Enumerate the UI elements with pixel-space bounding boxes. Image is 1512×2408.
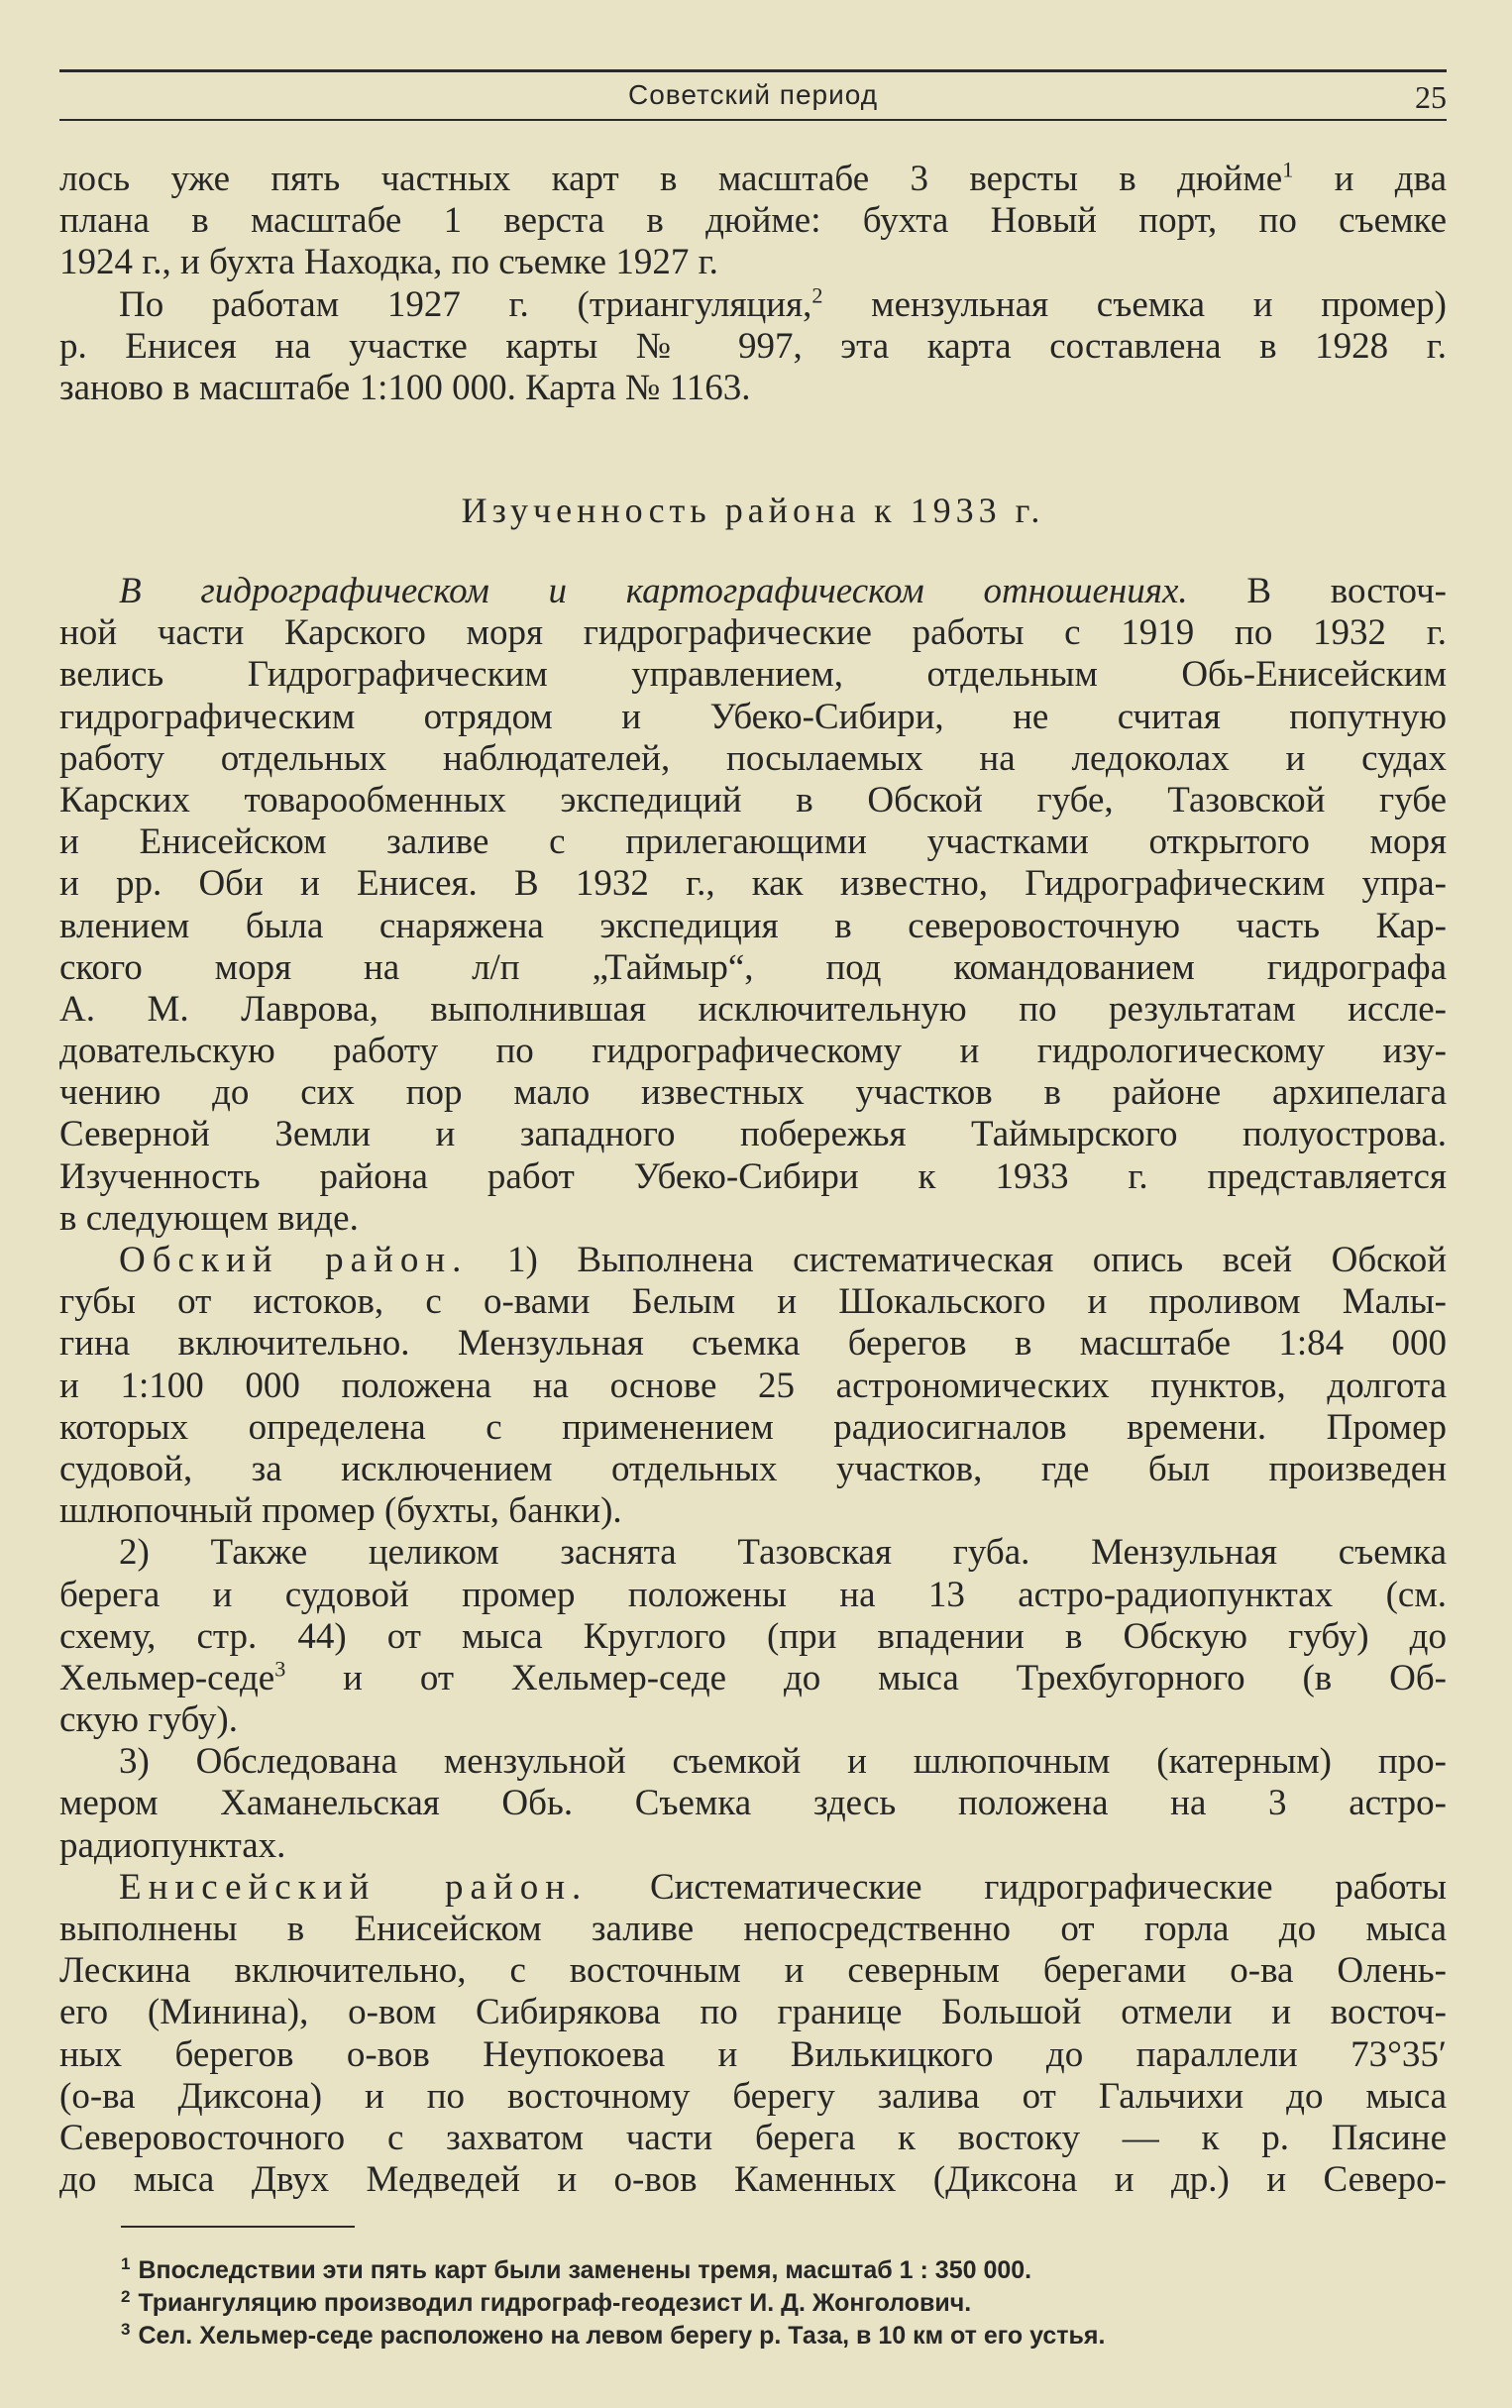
text-line: (о-ва Диксона) и по восточному берегу залива от Гальчихи до мыса — [59, 2075, 1447, 2117]
header-bottom-rule — [59, 119, 1447, 121]
text-line: судовой, за исключением отдельных участков, где был произведен — [59, 1448, 1447, 1489]
text-line: чению до сих пор мало известных участков в районе архипелага — [59, 1072, 1447, 1114]
text-line: Обский район. 1) Выполнена систематическая опись всей Обской — [119, 1240, 1448, 1280]
text-line: до мыса Двух Медведей и о-вов Каменных (Диксона и др.) и Северо- — [59, 2159, 1447, 2201]
paragraph-1 — [59, 159, 1447, 284]
footnote-text: Впоследствии эти пять карт были заменены тремя, масштаб 1 : 350 000. — [138, 2256, 1032, 2284]
text-line: его (Минина), о-вом Сибирякова по границе Большой отмели и восточ- — [59, 1992, 1447, 2033]
text-line: Северной Земли и западного побережья Таймырского полуострова. — [59, 1114, 1447, 1155]
spaced-lead: Енисейский район. — [119, 1866, 589, 1908]
text-line: р. Енисея на участке карты № 997, эта карта составлена в 1928 г. — [59, 325, 1447, 367]
text-line: и рр. Оби и Енисея. В 1932 г., как известно, Гидрографическим упра- — [59, 863, 1447, 905]
text-line: и Енисейском заливе с прилегающими участками открытого моря — [59, 821, 1447, 863]
footnote-text: Сел. Хельмер-седе расположено на левом берегу р. Таза, в 10 км от его устья. — [138, 2322, 1106, 2350]
text-line: По работам 1927 г. (триангуляция,$^2$ мензульная съемка и промер) — [119, 282, 1447, 325]
text-line: ной части Карского моря гидрографические работы с 1919 по 1932 г. — [59, 612, 1447, 654]
footnote-mark: 2 — [121, 2286, 131, 2306]
body-text — [59, 159, 1447, 409]
spaced-lead: Обский район. — [119, 1240, 469, 1280]
text-line: 3) Обследована мензульной съемкой и шлюпочным (катерным) про- — [119, 1741, 1447, 1783]
footnote-ref-1: 1 — [1282, 157, 1294, 182]
footnote-mark: 1 — [121, 2253, 131, 2273]
text-line: работу отдельных наблюдателей, посылаемых на ледоколах и судах — [59, 737, 1447, 779]
footnote-3 — [121, 2320, 1449, 2353]
text-line: заново в масштабе 1:100 000. Карта № 1163. — [59, 367, 751, 408]
text-line: гина включительно. Мензульная съемка берегов в масштабе 1:84 000 — [59, 1323, 1447, 1365]
paragraph-6 — [59, 1741, 1447, 1867]
text-line: выполнены в Енисейском заливе непосредственно от горла до мыса — [59, 1909, 1447, 1949]
footnotes — [121, 2254, 1449, 2353]
text-line: 1924 г., и бухта Находка, по съемке 1927 г. — [59, 242, 718, 283]
text-line: радиопунктах. — [59, 1824, 286, 1866]
text-line: велись Гидрографическим управлением, отдельным Обь-Енисейским — [59, 654, 1447, 696]
text-line: берега и судовой промер положены на 13 астро-радиопунктах (см. — [59, 1574, 1447, 1615]
text-line: Енисейский район. Систематические гидрографические работы — [119, 1866, 1448, 1908]
paragraph-3 — [59, 571, 1447, 1240]
section-heading: Изученность района к 1933 г. — [461, 491, 1045, 530]
footnote-rule — [121, 2226, 355, 2228]
text-line: Хельмер-седе$^3$ и от Хельмер-седе до мыса Трехбугорного (в Об- — [59, 1656, 1447, 1698]
header-top-rule — [59, 69, 1447, 72]
text-line: А. М. Лаврова, выполнившая исключительную по результатам иссле- — [59, 988, 1447, 1030]
text-line: и 1:100 000 положена на основе 25 астрономических пунктов, долгота — [59, 1365, 1447, 1406]
running-header-title: Советский период — [627, 79, 879, 110]
text-line: ных берегов о-вов Неупокоева и Вилькицкого до параллели 73°35′ — [59, 2033, 1447, 2075]
body-text-section — [59, 571, 1447, 2201]
text-line: мером Хаманельская Обь. Съемка здесь положена на 3 астро- — [59, 1783, 1447, 1824]
text-line: ского моря на л/п „Таймыр“, под командованием гидрографа — [59, 946, 1447, 988]
text-line: влением была снаряжена экспедиция в северовосточную часть Кар- — [59, 905, 1447, 946]
text-line: шлюпочный промер (бухты, банки). — [59, 1490, 622, 1532]
footnote-ref-3: 3 — [274, 1656, 286, 1682]
text-line: Карских товарообменных экспедиций в Обской губе, Тазовской губе — [59, 779, 1447, 821]
paragraph-5 — [59, 1532, 1447, 1741]
text-line: довательскую работу по гидрографическому и гидрологическому изу- — [59, 1031, 1447, 1072]
text-line: лось уже пять частных карт в масштабе 3 версты в дюйме$^1$ и два — [59, 157, 1447, 199]
text-line: которых определена с применением радиосигналов времени. Промер — [59, 1406, 1447, 1448]
text-line: Лескина включительно, с восточным и северным берегами о-ва Олень- — [59, 1950, 1447, 1992]
text-line: в следующем виде. — [59, 1197, 359, 1239]
footnote-1 — [121, 2254, 1449, 2287]
text-line: плана в масштабе 1 верста в дюйме: бухта Новый порт, по съемке — [59, 200, 1447, 242]
italic-lead: В гидрографическом и картографическом отношениях. — [119, 571, 1188, 611]
footnote-text: Триангуляцию производил гидрограф-геодезист И. Д. Жонголович. — [138, 2289, 972, 2317]
text-line: 2) Также целиком заснята Тазовская губа. Мензульная съемка — [119, 1532, 1447, 1574]
footnote-ref-2: 2 — [811, 282, 823, 308]
paragraph-7 — [59, 1867, 1447, 2202]
text-line: В гидрографическом и картографическом отношениях. В восточ- — [119, 571, 1447, 611]
text-line: гидрографическим отрядом и Убеко-Сибири, не считая попутную — [59, 696, 1447, 737]
text-line: Северовосточного с захватом части берега к востоку — к р. Пясине — [59, 2117, 1447, 2158]
page-number: 25 — [1415, 79, 1447, 115]
text-line: схему, стр. 44) от мыса Круглого (при впадении в Обскую губу) до — [59, 1615, 1447, 1657]
text-line: губы от истоков, с о-вами Белым и Шокальского и проливом Малы- — [59, 1281, 1447, 1323]
paragraph-4 — [59, 1240, 1447, 1532]
text-line: Изученность района работ Убеко-Сибири к 1933 г. представляется — [59, 1155, 1447, 1197]
paragraph-2 — [59, 284, 1447, 410]
text-line: скую губу). — [59, 1699, 238, 1741]
footnote-mark: 3 — [121, 2319, 131, 2339]
footnote-2 — [121, 2287, 1449, 2320]
